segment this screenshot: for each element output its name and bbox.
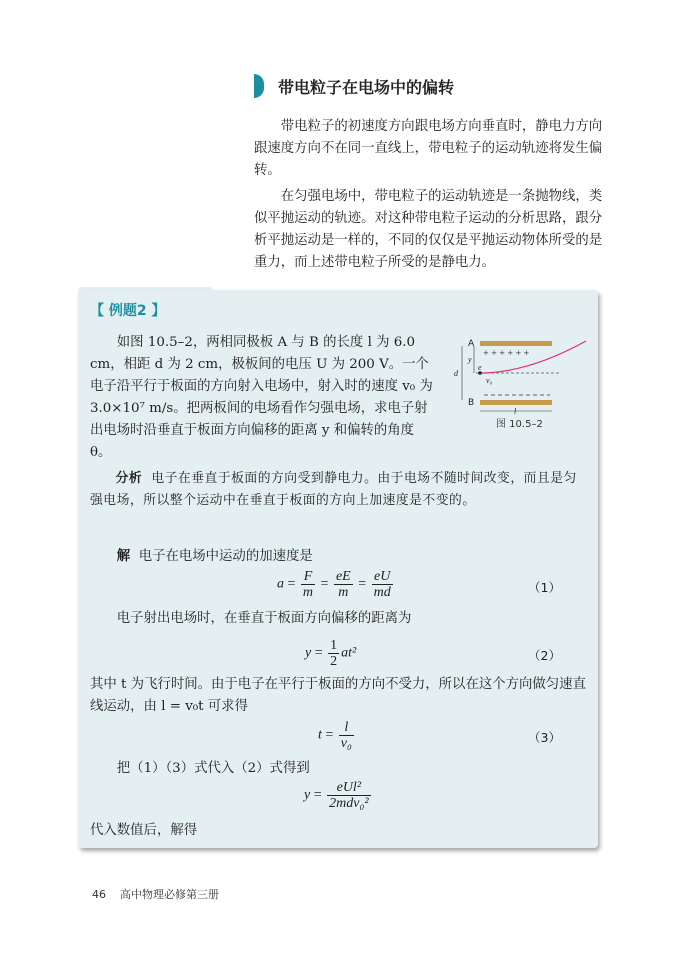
- text-after-eq2: [90, 674, 588, 718]
- plate-a-label: A: [468, 339, 475, 349]
- text-after-eq4: [90, 820, 588, 842]
- eq2-rhs: at²: [341, 645, 357, 661]
- eq2-lhs: y: [305, 645, 312, 661]
- solution-label: 解: [116, 549, 131, 564]
- eq4-den: 2mdv₀²: [329, 796, 369, 811]
- eq1-frac-1-den: m: [302, 585, 314, 600]
- solution-block: [90, 546, 588, 568]
- analysis-block: [90, 468, 588, 512]
- text-after-eq3-paragraph: 把（1）（3）式代入（2）式得到: [116, 761, 310, 776]
- eq3-den: v₀: [340, 736, 352, 751]
- section-title: 带电粒子在电场中的偏转: [278, 78, 455, 97]
- eq1-frac-2-den: m: [338, 585, 349, 600]
- solution-paragraph: [90, 546, 588, 568]
- problem-text: 如图 10.5–2，两相同极板 A 与 B 的长度 l 为 6.0 cm，相距 d 为 2 cm，极板间的电压 U 为 200 V。一个电子沿平行于板面的方向射入电场中，射入时的速度 v₀ 为 3.0×10⁷ m/s。把两板间的电场看作匀强电场，求电子射出电场时沿垂直于板面方向偏移的距离 y 和偏转的角度 θ。: [90, 335, 433, 460]
- book-title: 高中物理必修第三册: [120, 888, 219, 901]
- eq4-frac: [327, 780, 370, 811]
- electron-label: e: [478, 363, 482, 372]
- intro-text: [254, 116, 604, 278]
- equation-3: t = $\frac{l}{\text{v₀}}$: [318, 720, 352, 751]
- intro-paragraph-1: 带电粒子的初速度方向跟电场方向垂直时，静电力方向跟速度方向不在同一直线上，带电粒子的运动轨迹将发生偏转。: [254, 119, 603, 178]
- text-after-eq1: [90, 608, 588, 630]
- equation-1: a = $\frac{F}{m}$ = $\frac{eE}{m}$ = $\frac{eU}{md}$: [277, 569, 391, 600]
- text-after-eq2-paragraph: 其中 t 为飞行时间。由于电子在平行于板面的方向不受力，所以在这个方向做匀速直线运动，由 l = v₀t 可求得: [90, 677, 586, 714]
- eq4-lhs: y: [304, 787, 311, 803]
- eq2-coef: [328, 638, 339, 669]
- d-label: d: [454, 369, 458, 378]
- plate-b-label: B: [468, 398, 475, 408]
- analysis-text: 电子在垂直于板面的方向受到静电力。由于电场不随时间改变，而且是匀强电场，所以整个运动中在垂直于板面的方向上加速度是不变的。: [90, 471, 577, 508]
- page-footer: [92, 886, 219, 902]
- equation-3-number: （3）: [528, 730, 561, 745]
- text-after-eq3: [90, 758, 588, 780]
- analysis-paragraph: [90, 468, 588, 512]
- text-after-eq4-paragraph: 代入数值后，解得: [90, 823, 198, 838]
- plate-a-charges: + + + + + +: [483, 349, 530, 357]
- equation-2-number: （2）: [528, 648, 561, 663]
- eq1-frac-3-den: md: [373, 585, 391, 600]
- eq3-lhs: t: [318, 727, 322, 743]
- eq1-lhs: a: [277, 576, 284, 592]
- y-label: y: [468, 355, 472, 364]
- eq1-frac-1: [301, 569, 315, 600]
- v0-label: v₀: [486, 376, 493, 385]
- eq2-coef-den: 2: [330, 654, 338, 669]
- equation-2: y = $\frac{1}{2}$ at²: [305, 638, 357, 669]
- eq3-frac: [339, 720, 354, 751]
- eq1-frac-2: [334, 569, 353, 600]
- figure-caption: 图 10.5–2: [496, 419, 543, 430]
- section-marker: [254, 74, 264, 98]
- eq1-frac-1-num: F: [301, 569, 315, 585]
- example-label: 【 例题2 】: [90, 303, 166, 319]
- l-label: l: [514, 407, 517, 416]
- plate-b: [480, 400, 552, 405]
- text-after-eq1-paragraph: 电子射出电场时，在垂直于板面方向偏移的距离为: [116, 611, 412, 626]
- equation-4: y = $\frac{\text{eUl²}}{\text{2mdv₀²}}$: [304, 780, 369, 811]
- eq3-num: l: [339, 720, 354, 736]
- example-problem: [90, 332, 438, 464]
- equation-1-number: （1）: [528, 580, 561, 595]
- eq1-frac-3: [372, 569, 393, 600]
- page-number: 46: [92, 888, 106, 901]
- intro-paragraph-2: 在匀强电场中，带电粒子的运动轨迹是一条抛物线，类似平抛运动的轨迹。对这种带电粒子运动的分析思路，跟分析平抛运动是一样的，不同的仅仅是平抛运动物体所受的是重力，而上述带电粒子所受的是静电力。: [254, 189, 603, 270]
- eq4-num: eUl²: [327, 780, 370, 796]
- eq1-frac-3-num: eU: [372, 569, 393, 585]
- plate-a: [480, 341, 552, 346]
- solution-intro: 电子在电场中运动的加速度是: [138, 549, 313, 564]
- eq2-coef-num: 1: [330, 638, 338, 653]
- eq1-frac-2-num: eE: [335, 569, 351, 584]
- analysis-label: 分析: [115, 471, 143, 486]
